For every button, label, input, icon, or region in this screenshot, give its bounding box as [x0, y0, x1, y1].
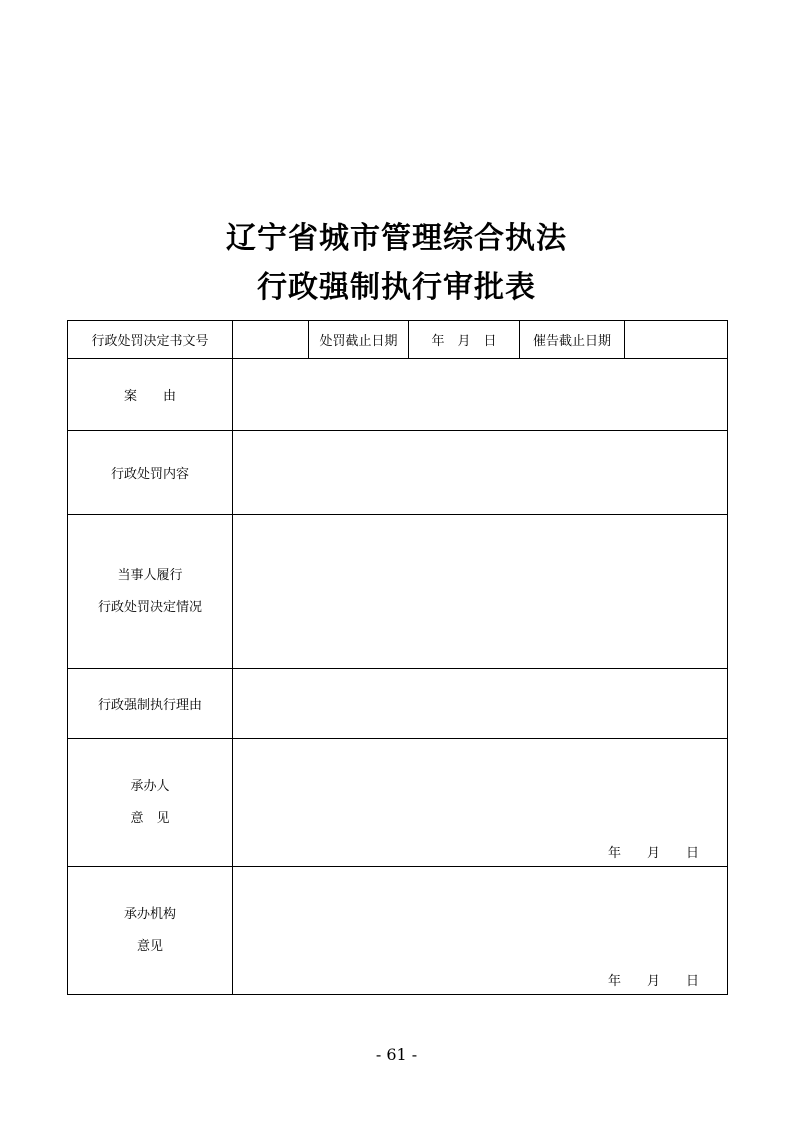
penalty-deadline-label: 处罚截止日期 [319, 334, 398, 349]
agency-opinion-date: 年 月 日 [607, 974, 699, 989]
agency-opinion-label-line-2: 意见 [136, 938, 163, 954]
handler-opinion-label-line-2: 意 见 [130, 810, 170, 826]
handler-opinion-label-line-1: 承办人 [130, 778, 170, 794]
enforcement-reason-row [68, 669, 728, 739]
penalty-content-label-cell [68, 431, 233, 515]
party-performance-row [68, 515, 728, 669]
handler-opinion-date: 年 月 日 [607, 846, 699, 861]
case-reason-label-cell [68, 359, 233, 431]
penalty-content-label: 行政处罚内容 [110, 467, 189, 482]
case-reason-row [68, 359, 728, 431]
penalty-content-row [68, 431, 728, 515]
form-title-line-1: 辽宁省城市管理综合执法 [226, 221, 567, 256]
doc-number-label-cell [68, 321, 233, 359]
handler-opinion-row [68, 739, 728, 867]
party-performance-field[interactable] [233, 515, 728, 669]
header-row [68, 321, 728, 359]
agency-opinion-label-cell [68, 867, 233, 995]
form-title-line-2: 行政强制执行审批表 [257, 270, 536, 305]
penalty-deadline-field[interactable] [409, 321, 520, 359]
agency-opinion-row [68, 867, 728, 995]
penalty-deadline-label-cell [309, 321, 409, 359]
enforcement-reason-label-cell [68, 669, 233, 739]
approval-form-table [67, 320, 728, 995]
penalty-content-field[interactable] [233, 431, 728, 515]
page-number: - 61 - [375, 1045, 418, 1064]
case-reason-label: 案 由 [123, 389, 176, 404]
case-reason-field[interactable] [233, 359, 728, 431]
penalty-deadline-date: 年 月 日 [431, 334, 497, 349]
enforcement-reason-field[interactable] [233, 669, 728, 739]
reminder-deadline-field[interactable] [625, 321, 728, 359]
reminder-deadline-label: 催告截止日期 [532, 334, 611, 349]
party-performance-label-line-2: 行政处罚决定情况 [97, 599, 202, 615]
enforcement-reason-label: 行政强制执行理由 [97, 698, 202, 713]
reminder-deadline-label-cell [520, 321, 625, 359]
handler-opinion-field[interactable] [233, 739, 728, 867]
handler-opinion-label-cell [68, 739, 233, 867]
doc-number-field[interactable] [233, 321, 309, 359]
agency-opinion-label-line-1: 承办机构 [123, 906, 176, 922]
agency-opinion-field[interactable] [233, 867, 728, 995]
doc-number-label: 行政处罚决定书文号 [91, 334, 209, 349]
party-performance-label-cell [68, 515, 233, 669]
party-performance-label-line-1: 当事人履行 [117, 567, 183, 583]
